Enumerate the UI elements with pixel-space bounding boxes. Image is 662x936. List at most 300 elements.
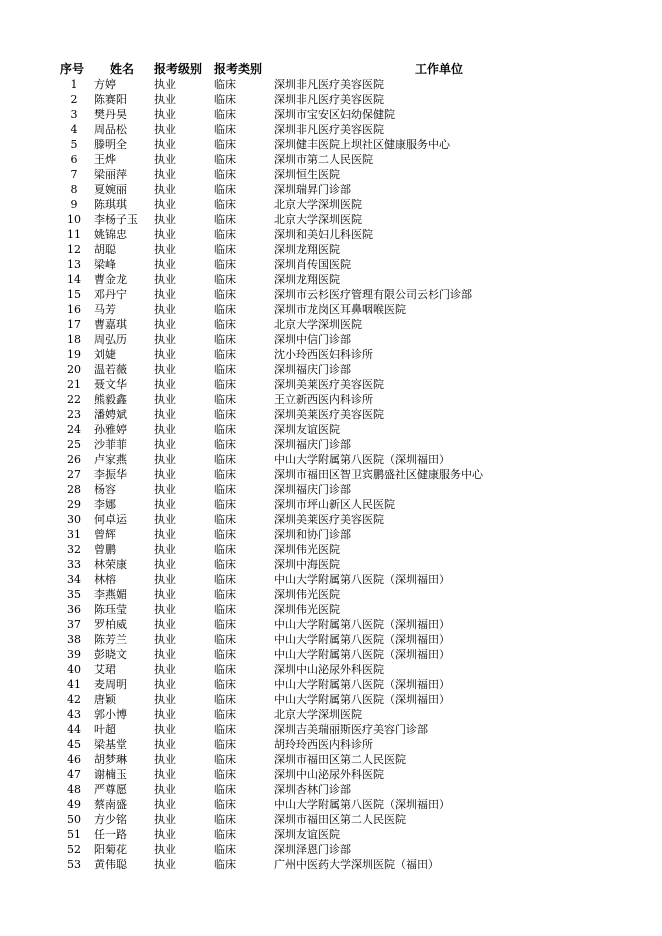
row-name: 滕明全 (94, 138, 127, 151)
table-row (56, 512, 604, 527)
row-name: 陈珏莹 (94, 603, 127, 616)
table-row (56, 647, 604, 662)
table-row (56, 347, 604, 362)
row-level: 执业 (154, 783, 176, 796)
row-type: 临床 (214, 648, 236, 661)
row-level: 执业 (154, 483, 176, 496)
row-org: 深圳友谊医院 (274, 423, 340, 436)
table-row (56, 722, 604, 737)
row-name: 何卓运 (94, 513, 127, 526)
row-name: 温若薇 (94, 363, 127, 376)
row-org: 深圳市宝安区妇幼保健院 (274, 108, 395, 121)
row-type: 临床 (214, 183, 236, 196)
row-org: 深圳中山泌尿外科医院 (274, 663, 384, 676)
row-no: 12 (67, 243, 81, 256)
table-row (56, 632, 604, 647)
table-row (56, 467, 604, 482)
row-level: 执业 (154, 513, 176, 526)
header-row (56, 60, 604, 77)
table-row (56, 107, 604, 122)
row-level: 执业 (154, 318, 176, 331)
row-level: 执业 (154, 543, 176, 556)
row-name: 曹金龙 (94, 273, 127, 286)
row-no: 5 (70, 138, 78, 151)
row-level: 执业 (154, 738, 176, 751)
row-no: 34 (67, 573, 81, 586)
row-no: 20 (67, 363, 81, 376)
row-no: 49 (67, 798, 81, 811)
row-org: 深圳和美妇儿科医院 (274, 228, 373, 241)
row-type: 临床 (214, 153, 236, 166)
row-name: 陈琪琪 (94, 198, 127, 211)
table-row (56, 392, 604, 407)
table-row (56, 212, 604, 227)
table-row (56, 407, 604, 422)
row-org: 深圳泽恩门诊部 (274, 843, 351, 856)
row-type: 临床 (214, 543, 236, 556)
row-type: 临床 (214, 423, 236, 436)
table-row (56, 542, 604, 557)
row-name: 李娜 (94, 498, 116, 511)
row-level: 执业 (154, 423, 176, 436)
table-row (56, 482, 604, 497)
row-type: 临床 (214, 573, 236, 586)
row-type: 临床 (214, 588, 236, 601)
row-no: 33 (67, 558, 81, 571)
row-org: 深圳伟光医院 (274, 603, 340, 616)
row-type: 临床 (214, 468, 236, 481)
header-level: 报考级别 (154, 62, 203, 76)
row-name: 林榕 (94, 573, 116, 586)
row-type: 临床 (214, 768, 236, 781)
row-no: 15 (67, 288, 81, 301)
row-name: 周品松 (94, 123, 127, 136)
row-org: 中山大学附属第八医院（深圳福田） (274, 633, 450, 646)
row-level: 执业 (154, 663, 176, 676)
row-level: 执业 (154, 78, 176, 91)
row-level: 执业 (154, 858, 176, 871)
row-no: 47 (67, 768, 81, 781)
row-org: 中山大学附属第八医院（深圳福田） (274, 693, 450, 706)
row-type: 临床 (214, 438, 236, 451)
row-org: 深圳肖传国医院 (274, 258, 351, 271)
row-no: 45 (67, 738, 81, 751)
row-type: 临床 (214, 93, 236, 106)
table-row (56, 812, 604, 827)
table-row (56, 77, 604, 92)
row-type: 临床 (214, 378, 236, 391)
row-no: 38 (67, 633, 81, 646)
row-name: 陈赛阳 (94, 93, 127, 106)
row-level: 执业 (154, 678, 176, 691)
table-row (56, 527, 604, 542)
row-name: 彭晓文 (94, 648, 127, 661)
row-no: 27 (67, 468, 81, 481)
row-level: 执业 (154, 618, 176, 631)
row-type: 临床 (214, 483, 236, 496)
row-org: 深圳和协门诊部 (274, 528, 351, 541)
row-type: 临床 (214, 318, 236, 331)
row-no: 9 (70, 198, 78, 211)
row-org: 深圳市第二人民医院 (274, 153, 373, 166)
row-name: 麦周明 (94, 678, 127, 691)
row-name: 梁基堂 (94, 738, 127, 751)
header-type: 报考类别 (214, 62, 263, 76)
row-no: 48 (67, 783, 81, 796)
row-no: 25 (67, 438, 81, 451)
row-org: 深圳杏林门诊部 (274, 783, 351, 796)
table-row (56, 677, 604, 692)
row-name: 林荣康 (94, 558, 127, 571)
row-no: 32 (67, 543, 81, 556)
row-org: 中山大学附属第八医院（深圳福田） (274, 573, 450, 586)
header-org: 工作单位 (414, 62, 463, 76)
row-no: 24 (67, 423, 81, 436)
row-level: 执业 (154, 168, 176, 181)
row-type: 临床 (214, 513, 236, 526)
row-org: 北京大学深圳医院 (274, 708, 362, 721)
row-no: 52 (67, 843, 81, 856)
row-org: 深圳福庆门诊部 (274, 438, 351, 451)
table-row (56, 362, 604, 377)
row-no: 18 (67, 333, 81, 346)
row-name: 方婷 (94, 78, 116, 91)
row-no: 23 (67, 408, 81, 421)
row-no: 13 (67, 258, 81, 271)
row-level: 执业 (154, 768, 176, 781)
row-no: 40 (67, 663, 81, 676)
row-org: 深圳美莱医疗美容医院 (274, 378, 384, 391)
row-type: 临床 (214, 393, 236, 406)
row-org: 深圳美莱医疗美容医院 (274, 513, 384, 526)
row-name: 夏婉丽 (94, 183, 127, 196)
row-no: 36 (67, 603, 81, 616)
row-org: 深圳非凡医疗美容医院 (274, 123, 384, 136)
row-org: 北京大学深圳医院 (274, 318, 362, 331)
row-name: 艾珺 (94, 663, 116, 676)
row-type: 临床 (214, 618, 236, 631)
row-type: 临床 (214, 213, 236, 226)
row-type: 临床 (214, 843, 236, 856)
row-org: 中山大学附属第八医院（深圳福田） (274, 678, 450, 691)
row-type: 临床 (214, 333, 236, 346)
row-name: 曹嘉琪 (94, 318, 127, 331)
row-type: 临床 (214, 798, 236, 811)
row-no: 10 (67, 213, 81, 226)
row-level: 执业 (154, 468, 176, 481)
row-org: 中山大学附属第八医院（深圳福田） (274, 798, 450, 811)
table-row (56, 302, 604, 317)
row-name: 梁峰 (94, 258, 116, 271)
row-no: 3 (70, 108, 78, 121)
row-level: 执业 (154, 453, 176, 466)
row-name: 陈芳兰 (94, 633, 127, 646)
table-row (56, 827, 604, 842)
row-type: 临床 (214, 723, 236, 736)
table-row (56, 797, 604, 812)
row-name: 杨容 (94, 483, 116, 496)
row-org: 北京大学深圳医院 (274, 198, 362, 211)
row-no: 22 (67, 393, 81, 406)
row-name: 沙菲菲 (94, 438, 127, 451)
row-org: 北京大学深圳医院 (274, 213, 362, 226)
row-org: 深圳市福田区智卫宾鹏盛社区健康服务中心 (274, 468, 483, 481)
row-no: 19 (67, 348, 81, 361)
row-no: 8 (70, 183, 78, 196)
row-org: 深圳美莱医疗美容医院 (274, 408, 384, 421)
row-org: 深圳非凡医疗美容医院 (274, 78, 384, 91)
row-org: 中山大学附属第八医院（深圳福田） (274, 618, 450, 631)
row-no: 41 (67, 678, 81, 691)
row-org: 深圳市云杉医疗管理有限公司云杉门诊部 (274, 288, 472, 301)
row-level: 执业 (154, 798, 176, 811)
row-org: 深圳伟光医院 (274, 588, 340, 601)
row-org: 深圳中山泌尿外科医院 (274, 768, 384, 781)
table-row (56, 857, 604, 872)
table-row (56, 272, 604, 287)
row-name: 周弘历 (94, 333, 127, 346)
row-org: 深圳非凡医疗美容医院 (274, 93, 384, 106)
row-org: 深圳市坪山新区人民医院 (274, 498, 395, 511)
row-name: 刘婕 (94, 348, 116, 361)
row-level: 执业 (154, 183, 176, 196)
table-row (56, 287, 604, 302)
row-no: 50 (67, 813, 81, 826)
row-no: 31 (67, 528, 81, 541)
row-no: 16 (67, 303, 81, 316)
row-level: 执业 (154, 693, 176, 706)
table-row (56, 227, 604, 242)
row-level: 执业 (154, 408, 176, 421)
table-row (56, 137, 604, 152)
row-org: 王立新西医内科诊所 (274, 393, 373, 406)
row-level: 执业 (154, 153, 176, 166)
row-type: 临床 (214, 228, 236, 241)
row-level: 执业 (154, 258, 176, 271)
row-type: 临床 (214, 753, 236, 766)
row-name: 姚锦忠 (94, 228, 127, 241)
row-level: 执业 (154, 333, 176, 346)
row-type: 临床 (214, 708, 236, 721)
row-type: 临床 (214, 258, 236, 271)
row-level: 执业 (154, 603, 176, 616)
row-org: 深圳恒生医院 (274, 168, 340, 181)
row-name: 任一路 (94, 828, 127, 841)
row-no: 51 (67, 828, 81, 841)
row-name: 严尊愿 (94, 783, 127, 796)
row-org: 深圳伟光医院 (274, 543, 340, 556)
table-row (56, 377, 604, 392)
row-name: 胡梦琳 (94, 753, 127, 766)
row-level: 执业 (154, 498, 176, 511)
row-org: 深圳中信门诊部 (274, 333, 351, 346)
row-no: 4 (70, 123, 78, 136)
row-no: 30 (67, 513, 81, 526)
row-type: 临床 (214, 273, 236, 286)
row-name: 唐颖 (94, 693, 116, 706)
header-name: 姓名 (110, 62, 135, 76)
row-type: 临床 (214, 198, 236, 211)
row-level: 执业 (154, 378, 176, 391)
row-name: 邓丹宁 (94, 288, 127, 301)
row-type: 临床 (214, 558, 236, 571)
row-no: 29 (67, 498, 81, 511)
table-row (56, 332, 604, 347)
table-row (56, 752, 604, 767)
row-type: 临床 (214, 858, 236, 871)
table-row (56, 737, 604, 752)
row-level: 执业 (154, 633, 176, 646)
table-row (56, 437, 604, 452)
row-name: 罗柏威 (94, 618, 127, 631)
row-org: 深圳龙翔医院 (274, 243, 340, 256)
row-type: 临床 (214, 738, 236, 751)
row-org: 深圳市龙岗区耳鼻咽喉医院 (274, 303, 406, 316)
table-row (56, 182, 604, 197)
row-level: 执业 (154, 588, 176, 601)
row-org: 深圳市福田区第二人民医院 (274, 753, 406, 766)
row-level: 执业 (154, 243, 176, 256)
row-level: 执业 (154, 123, 176, 136)
row-level: 执业 (154, 273, 176, 286)
table-row (56, 422, 604, 437)
row-type: 临床 (214, 138, 236, 151)
row-type: 临床 (214, 663, 236, 676)
table-row (56, 617, 604, 632)
row-level: 执业 (154, 558, 176, 571)
row-name: 李振华 (94, 468, 127, 481)
table-row (56, 842, 604, 857)
row-no: 1 (70, 78, 78, 91)
row-org: 胡玲玲西医内科诊所 (274, 738, 373, 751)
row-org: 沈小玲西医妇科诊所 (274, 348, 373, 361)
row-type: 临床 (214, 303, 236, 316)
row-level: 执业 (154, 138, 176, 151)
row-name: 郭小博 (94, 708, 127, 721)
row-org: 深圳吉美瑞丽斯医疗美容门诊部 (274, 723, 428, 736)
row-name: 叶超 (94, 723, 116, 736)
row-name: 孙雅婷 (94, 423, 127, 436)
row-org: 深圳友谊医院 (274, 828, 340, 841)
row-level: 执业 (154, 348, 176, 361)
row-type: 临床 (214, 363, 236, 376)
row-level: 执业 (154, 288, 176, 301)
row-name: 聂文华 (94, 378, 127, 391)
table-row (56, 122, 604, 137)
row-level: 执业 (154, 393, 176, 406)
row-type: 临床 (214, 168, 236, 181)
row-type: 临床 (214, 78, 236, 91)
row-type: 临床 (214, 603, 236, 616)
table-row (56, 257, 604, 272)
row-name: 樊丹昊 (94, 108, 127, 121)
row-type: 临床 (214, 453, 236, 466)
row-name: 胡聪 (94, 243, 116, 256)
table-row (56, 707, 604, 722)
table-row (56, 662, 604, 677)
row-type: 临床 (214, 288, 236, 301)
row-no: 11 (67, 228, 81, 241)
row-org: 深圳瑞昇门诊部 (274, 183, 351, 196)
row-level: 执业 (154, 198, 176, 211)
row-no: 28 (67, 483, 81, 496)
row-level: 执业 (154, 843, 176, 856)
table-row (56, 452, 604, 467)
row-level: 执业 (154, 363, 176, 376)
row-no: 6 (70, 153, 78, 166)
table-row (56, 92, 604, 107)
row-name: 潘娉斌 (94, 408, 127, 421)
row-type: 临床 (214, 243, 236, 256)
row-no: 17 (67, 318, 81, 331)
row-org: 中山大学附属第八医院（深圳福田） (274, 453, 450, 466)
row-name: 曾鹏 (94, 543, 116, 556)
row-org: 深圳福庆门诊部 (274, 483, 351, 496)
row-level: 执业 (154, 708, 176, 721)
row-name: 王烨 (94, 153, 116, 166)
row-name: 熊毅鑫 (94, 393, 127, 406)
row-no: 46 (67, 753, 81, 766)
row-level: 执业 (154, 438, 176, 451)
row-no: 43 (67, 708, 81, 721)
row-org: 深圳中海医院 (274, 558, 340, 571)
row-name: 阳菊花 (94, 843, 127, 856)
row-name: 李杨子玉 (94, 213, 138, 226)
row-org: 深圳龙翔医院 (274, 273, 340, 286)
table-row (56, 152, 604, 167)
row-no: 21 (67, 378, 81, 391)
row-level: 执业 (154, 303, 176, 316)
row-name: 谢楠玉 (94, 768, 127, 781)
row-level: 执业 (154, 528, 176, 541)
row-no: 37 (67, 618, 81, 631)
row-no: 14 (67, 273, 81, 286)
row-type: 临床 (214, 678, 236, 691)
row-name: 马芳 (94, 303, 116, 316)
row-level: 执业 (154, 228, 176, 241)
table-row (56, 317, 604, 332)
row-type: 临床 (214, 633, 236, 646)
row-name: 曾辉 (94, 528, 116, 541)
table-row (56, 767, 604, 782)
row-org: 广州中医药大学深圳医院（福田） (274, 858, 439, 871)
row-type: 临床 (214, 408, 236, 421)
row-org: 深圳健丰医院上坝社区健康服务中心 (274, 138, 450, 151)
row-type: 临床 (214, 693, 236, 706)
row-org: 深圳市福田区第二人民医院 (274, 813, 406, 826)
row-type: 临床 (214, 498, 236, 511)
row-name: 梁丽萍 (94, 168, 127, 181)
row-type: 临床 (214, 108, 236, 121)
row-name: 方少铭 (94, 813, 127, 826)
registration-table (56, 60, 604, 872)
row-no: 53 (67, 858, 81, 871)
row-level: 执业 (154, 648, 176, 661)
table-row (56, 572, 604, 587)
row-level: 执业 (154, 813, 176, 826)
row-no: 44 (67, 723, 81, 736)
table-row (56, 197, 604, 212)
row-name: 卢家燕 (94, 453, 127, 466)
row-type: 临床 (214, 528, 236, 541)
table-row (56, 782, 604, 797)
row-level: 执业 (154, 108, 176, 121)
row-level: 执业 (154, 573, 176, 586)
row-level: 执业 (154, 723, 176, 736)
row-level: 执业 (154, 828, 176, 841)
row-no: 42 (67, 693, 81, 706)
table-row (56, 242, 604, 257)
